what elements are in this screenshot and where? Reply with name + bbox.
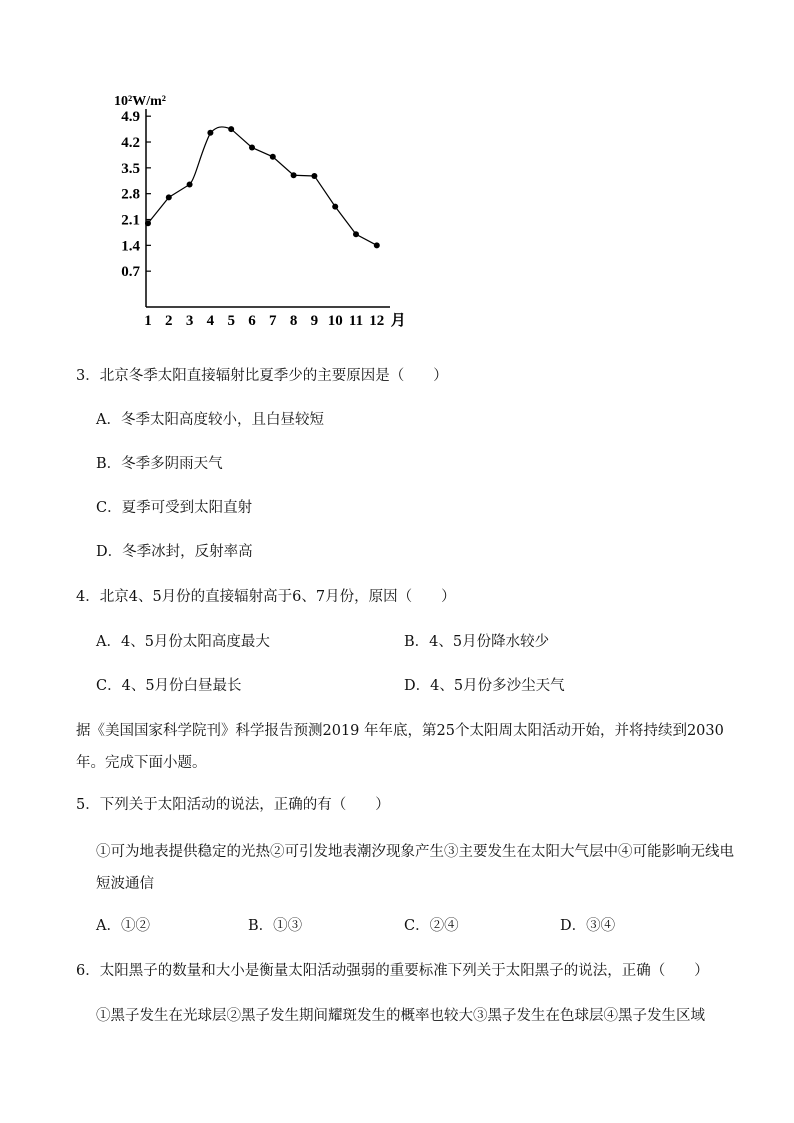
data-point (145, 220, 151, 226)
y-tick-label: 4.9 (121, 109, 140, 126)
reading-intro: 据《美国国家科学院刊》科学报告预测2019 年年底，第25个太阳周太阳活动开始，并将持续到2030年。完成下面小题。 (76, 723, 724, 771)
data-point (270, 154, 276, 160)
q5-option-a[interactable]: A．①② (96, 918, 150, 934)
q4-option-d[interactable]: D．4、5月份多沙尘天气 (404, 678, 565, 694)
q4-option-b[interactable]: B．4、5月份降水较少 (404, 634, 550, 650)
y-tick-label: 0.7 (121, 264, 140, 281)
q5-option-b[interactable]: B．①③ (248, 918, 303, 934)
q3-option-d[interactable]: D．冬季冰封，反射率高 (96, 544, 253, 560)
x-tick-label: 3 (185, 313, 194, 329)
data-point (228, 126, 234, 132)
x-tick-label: 5 (227, 313, 235, 329)
x-axis-unit: 月 (390, 313, 406, 329)
x-tick-label: 9 (310, 313, 319, 329)
x-tick-label: 2 (165, 313, 173, 329)
data-point (187, 181, 193, 187)
x-tick-label: 1 (144, 313, 152, 329)
q4-option-a[interactable]: A．4、5月份太阳高度最大 (96, 634, 270, 650)
y-tick-label: 2.1 (121, 212, 140, 229)
q3-option-b[interactable]: B．冬季多阴雨天气 (96, 456, 223, 472)
x-tick-label: 12 (369, 313, 385, 329)
data-point (207, 130, 213, 136)
x-tick-label: 7 (269, 313, 277, 329)
data-point (311, 173, 317, 179)
x-tick-label: 4 (206, 313, 215, 329)
q3-option-c[interactable]: C．夏季可受到太阳直射 (96, 500, 253, 516)
y-axis-label: 10²W/m² (114, 94, 166, 109)
data-point (374, 242, 380, 248)
x-tick-label: 8 (289, 313, 298, 329)
y-tick-label: 3.5 (121, 160, 140, 177)
question-4-stem: 4．北京4、5月份的直接辐射高于6、7月份，原因（ ） (76, 589, 456, 605)
x-tick-label: 6 (248, 313, 256, 329)
series-line (148, 127, 377, 245)
question-6-stem: 6．太阳黑子的数量和大小是衡量太阳活动强弱的重要标准下列关于太阳黑子的说法，正确（ ） (76, 963, 709, 979)
data-point (249, 145, 255, 151)
x-tick-label: 11 (348, 313, 364, 329)
data-point (291, 172, 297, 178)
y-tick-label: 4.2 (121, 135, 140, 152)
y-tick-label: 2.8 (121, 186, 140, 203)
data-point (332, 204, 338, 210)
y-tick-label: 1.4 (121, 238, 140, 255)
question-5-stem: 5．下列关于太阳活动的说法，正确的有（ ） (76, 797, 390, 813)
data-point (353, 231, 359, 237)
x-tick-label: 10 (327, 313, 343, 329)
q5-option-d[interactable]: D．③④ (560, 918, 616, 934)
q6-statements: ①黑子发生在光球层②黑子发生期间耀斑发生的概率也较大③黑子发生在色球层④黑子发生区域 (96, 1008, 705, 1024)
q5-statements: ①可为地表提供稳定的光热②可引发地表潮汐现象产生③主要发生在太阳大气层中④可能影响无线电短波通信 (96, 844, 734, 892)
radiation-line-chart (100, 85, 430, 335)
q4-option-c[interactable]: C．4、5月份白昼最长 (96, 678, 242, 694)
q5-option-c[interactable]: C．②④ (404, 918, 459, 934)
question-3-stem: 3．北京冬季太阳直接辐射比夏季少的主要原因是（ ） (76, 368, 448, 384)
data-point (166, 194, 172, 200)
q3-option-a[interactable]: A．冬季太阳高度较小，且白昼较短 (96, 412, 324, 428)
